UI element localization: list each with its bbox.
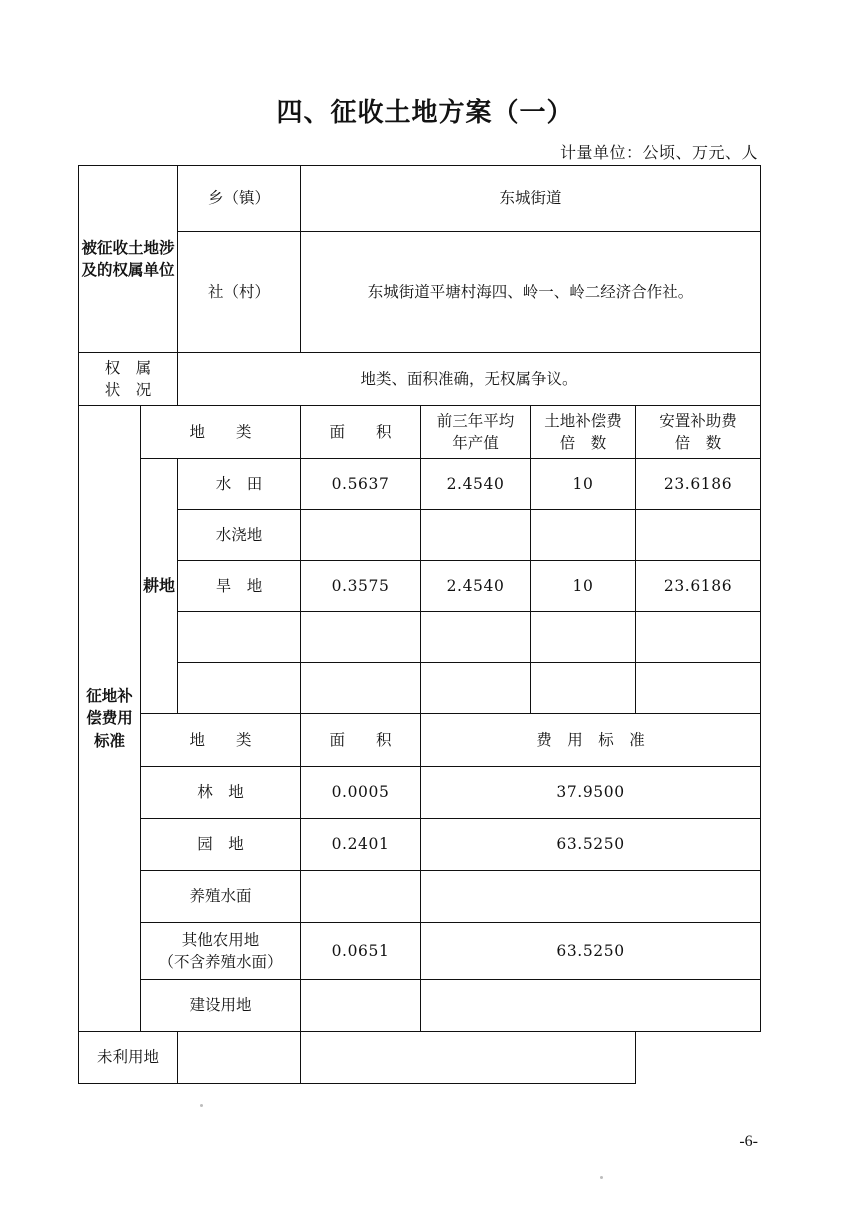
table-row-ownership-status — [79, 353, 761, 406]
scan-speckle — [600, 1176, 603, 1179]
cell-fee-other-agricultural-land: 63.5250 — [421, 923, 761, 980]
row-label-construction-land: 建设用地 — [141, 980, 301, 1032]
township-value: 东城街道 — [301, 166, 761, 232]
header-land-compensation-multiple — [531, 406, 636, 459]
ownership-status-label-line2: 状 况 — [104, 381, 152, 399]
header-resettlement-line1: 安置补助费 — [659, 411, 737, 430]
row-label-aquaculture-water: 养殖水面 — [141, 871, 301, 923]
header-land-type-b: 地 类 — [141, 714, 301, 767]
scan-speckle — [200, 1104, 203, 1107]
cell-avg-yield-irrigated-land — [421, 510, 531, 561]
table-header-row-other-land — [79, 714, 761, 767]
header-land-type-a: 地 类 — [141, 406, 301, 459]
header-area-a: 面 积 — [301, 406, 421, 459]
cell-land-comp-irrigated-land — [531, 510, 636, 561]
header-avg-yield-line2: 年产值 — [452, 434, 499, 452]
cell-fee-unused-land — [301, 1032, 636, 1084]
cell-resettlement-paddy-field: 23.6186 — [636, 459, 761, 510]
cell-land-comp-paddy-field: 10 — [531, 459, 636, 510]
farmland-group-label — [141, 459, 178, 714]
page-title: 四、征收土地方案（一） — [276, 98, 574, 128]
cell-area-unused-land — [178, 1032, 301, 1084]
cell-area-farmland-blank-1 — [301, 612, 421, 663]
table-row-other-agricultural-land — [79, 923, 761, 980]
cell-avg-yield-dry-land: 2.4540 — [421, 561, 531, 612]
table-row-aquaculture-water — [79, 871, 761, 923]
cell-area-farmland-blank-2 — [301, 663, 421, 714]
cell-avg-yield-paddy-field: 2.4540 — [421, 459, 531, 510]
row-label-irrigated-land: 水浇地 — [178, 510, 301, 561]
table-row-farmland-blank-2 — [79, 663, 761, 714]
cell-fee-orchard-land: 63.5250 — [421, 819, 761, 871]
table-row-irrigated-land — [79, 510, 761, 561]
cell-land-comp-dry-land: 10 — [531, 561, 636, 612]
header-land-compensation-line2: 倍 数 — [559, 434, 607, 452]
table-header-row-farmland — [79, 406, 761, 459]
header-land-compensation-line1: 土地补偿费 — [544, 411, 622, 430]
ownership-units-label-text: 被征收土地涉及的权属单位 — [81, 237, 175, 279]
table-row-village — [79, 232, 761, 353]
farmland-group-label-text: 耕地 — [143, 576, 176, 596]
row-label-orchard-land: 园 地 — [141, 819, 301, 871]
cell-fee-forest-land: 37.9500 — [421, 767, 761, 819]
row-label-other-agricultural-line1: 其他农用地 — [181, 930, 260, 949]
township-label: 乡（镇） — [178, 166, 301, 232]
header-avg-yield-line1: 前三年平均 — [436, 411, 515, 430]
header-area-b: 面 积 — [301, 714, 421, 767]
header-resettlement-multiple — [636, 406, 761, 459]
cell-fee-aquaculture-water — [421, 871, 761, 923]
cell-avg-yield-farmland-blank-1 — [421, 612, 531, 663]
ownership-status-value: 地类、面积准确，无权属争议。 — [178, 353, 761, 406]
table-row-unused-land — [79, 1032, 761, 1084]
ownership-status-label — [79, 353, 178, 406]
cell-area-irrigated-land — [301, 510, 421, 561]
row-label-dry-land: 旱 地 — [178, 561, 301, 612]
header-avg-yield — [421, 406, 531, 459]
row-label-unused-land: 未利用地 — [79, 1032, 178, 1084]
village-label: 社（村） — [178, 232, 301, 353]
table-row-orchard-land — [79, 819, 761, 871]
cell-area-forest-land: 0.0005 — [301, 767, 421, 819]
table-row-farmland-blank-1 — [79, 612, 761, 663]
cell-area-aquaculture-water — [301, 871, 421, 923]
row-label-farmland-blank-1 — [178, 612, 301, 663]
row-label-other-agricultural-land — [141, 923, 301, 980]
cell-resettlement-dry-land: 23.6186 — [636, 561, 761, 612]
cell-fee-construction-land — [421, 980, 761, 1032]
row-label-paddy-field: 水 田 — [178, 459, 301, 510]
cell-resettlement-irrigated-land — [636, 510, 761, 561]
header-resettlement-line2: 倍 数 — [674, 434, 722, 452]
compensation-standard-label-text: 征地补偿费用标准 — [86, 685, 133, 750]
header-fee-standard: 费 用 标 准 — [421, 714, 761, 767]
table-row-construction-land — [79, 980, 761, 1032]
cell-resettlement-farmland-blank-1 — [636, 612, 761, 663]
ownership-units-label — [79, 166, 178, 353]
land-requisition-table — [78, 165, 761, 1084]
table-row-paddy-field — [79, 459, 761, 510]
row-label-forest-land: 林 地 — [141, 767, 301, 819]
cell-land-comp-farmland-blank-1 — [531, 612, 636, 663]
row-label-farmland-blank-2 — [178, 663, 301, 714]
cell-area-orchard-land: 0.2401 — [301, 819, 421, 871]
cell-resettlement-farmland-blank-2 — [636, 663, 761, 714]
cell-land-comp-farmland-blank-2 — [531, 663, 636, 714]
cell-avg-yield-farmland-blank-2 — [421, 663, 531, 714]
cell-area-paddy-field: 0.5637 — [301, 459, 421, 510]
row-label-other-agricultural-line2: （不含养殖水面） — [158, 953, 283, 971]
table-row-forest-land — [79, 767, 761, 819]
page-number: -6- — [739, 1133, 758, 1150]
table-row-township — [79, 166, 761, 232]
measurement-unit-note: 计量单位：公顷、万元、人 — [559, 143, 758, 162]
ownership-status-label-line1: 权 属 — [104, 358, 152, 377]
cell-area-dry-land: 0.3575 — [301, 561, 421, 612]
table-row-dry-land — [79, 561, 761, 612]
compensation-standard-label — [79, 406, 141, 1032]
cell-area-construction-land — [301, 980, 421, 1032]
village-value: 东城街道平塘村海四、岭一、岭二经济合作社。 — [301, 232, 761, 353]
cell-area-other-agricultural-land: 0.0651 — [301, 923, 421, 980]
